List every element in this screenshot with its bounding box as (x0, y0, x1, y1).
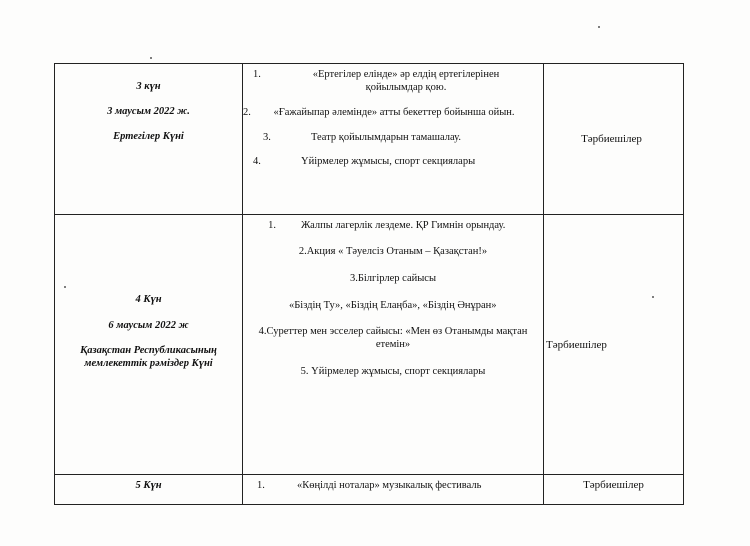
activity-item (243, 155, 543, 168)
activity-item (243, 131, 543, 144)
activity-item: 4.Суреттер мен эсселер сайысы: «Мен өз Отанымды мақтан етемін» (258, 326, 528, 350)
day-cell (55, 215, 243, 475)
activities-cell (243, 215, 544, 475)
day-number: 3 күн (136, 81, 161, 92)
activity-item: «Біздің Ту», «Біздің Елаңба», «Біздің Әнұран» (289, 300, 497, 311)
day-date: 6 маусым 2022 ж (108, 320, 189, 331)
table-row (55, 215, 684, 475)
activity-number: 1. (257, 480, 265, 491)
responsible-cell (544, 215, 684, 475)
responsible-label: Тәрбиешілер (583, 479, 644, 491)
activity-number: 3. (263, 132, 271, 143)
table-row (55, 64, 684, 215)
activity-item: 3.Білгірлер сайысы (349, 273, 436, 284)
responsible-cell (544, 64, 684, 215)
day-cell (55, 64, 243, 215)
responsible-label: Тәрбиешілер (546, 338, 607, 351)
activity-item: 2.Акция « Тәуелсіз Отаным – Қазақстан!» (298, 246, 488, 257)
responsible-cell (544, 475, 684, 505)
event-schedule-table (54, 63, 684, 505)
activity-item: 5. Үйірмелер жұмысы, спорт секциялары (300, 366, 486, 377)
day-cell (55, 475, 243, 505)
activity-number: 1. (253, 69, 261, 80)
activity-item (243, 68, 543, 94)
activity-item (243, 479, 543, 492)
day-theme: Ертегілер Күні (113, 131, 184, 142)
activity-text: «Ғажайыпар әлемінде» атты бекеттер бойынша ойын. (273, 107, 515, 118)
day-number: 5 Күн (135, 480, 162, 491)
responsible-label: Тәрбиешілер (581, 133, 642, 145)
activities-cell (243, 475, 544, 505)
day-number: 4 Күн (135, 294, 162, 305)
activity-text: Үйірмелер жұмысы, спорт секциялары (301, 156, 476, 167)
activity-number: 1. (268, 220, 276, 231)
activity-text: Жалпы лагерлік лездеме. ҚР Гимнін орындау. (301, 220, 506, 231)
activity-text: «Көңілді ноталар» музыкалық фестиваль (297, 480, 482, 491)
table-row (55, 475, 684, 505)
activity-text: Театр қойылымдарын тамашалау. (311, 132, 461, 143)
activity-number: 2. (243, 107, 251, 118)
activity-number: 4. (253, 156, 261, 167)
activity-item (243, 219, 543, 232)
day-theme: Қазақстан Республикасының мемлекеттік рәміздер Күні (80, 345, 217, 369)
scan-speck (598, 26, 600, 28)
scan-speck (150, 57, 152, 59)
activity-item (243, 106, 543, 119)
activity-text: «Ертегілер елінде» әр елдің ертегілерінен қойылымдар қою. (312, 69, 500, 93)
day-date: 3 маусым 2022 ж. (107, 106, 190, 117)
activities-cell (243, 64, 544, 215)
